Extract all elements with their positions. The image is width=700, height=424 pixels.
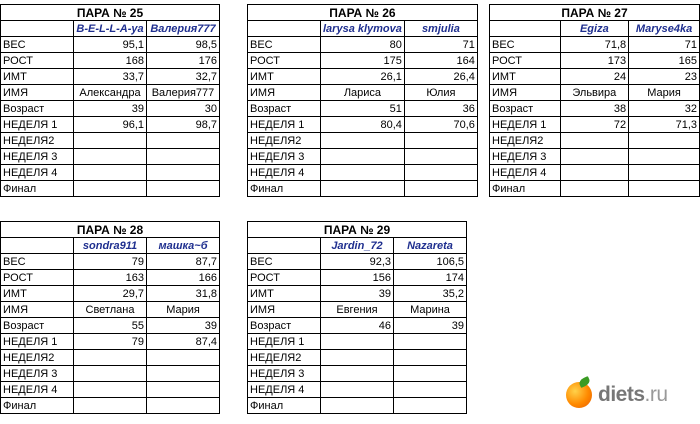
table-row [1,334,220,350]
row-label: НЕДЕЛЯ 1 [248,334,321,350]
pair-title: ПАРА № 27 [490,5,700,21]
pair-table [0,221,220,414]
value-right[interactable]: 165 [629,53,700,69]
row-label: ИМТ [248,69,321,85]
value-left[interactable]: 92,3 [321,254,394,270]
value-left[interactable]: 26,1 [321,69,405,85]
value-left[interactable] [560,181,629,197]
value-right[interactable] [394,382,467,398]
table-row [248,53,478,69]
value-left[interactable]: 55 [74,318,147,334]
value-left[interactable]: 33,7 [74,69,147,85]
pair-title: ПАРА № 25 [1,5,220,21]
row-label: Возраст [248,101,321,117]
value-right[interactable]: Мария [629,85,700,101]
pair-table [0,4,220,197]
row-label: НЕДЕЛЯ2 [490,133,561,149]
row-label: ИМТ [1,69,74,85]
row-label: НЕДЕЛЯ2 [1,133,74,149]
value-left[interactable]: Эльвира [560,85,629,101]
value-left[interactable] [74,350,147,366]
value-left[interactable]: 71,8 [560,37,629,53]
row-label: НЕДЕЛЯ 4 [1,382,74,398]
pair-table [247,4,478,197]
value-right[interactable]: 31,8 [147,286,220,302]
row-label: Финал [248,398,321,414]
value-left[interactable] [321,181,405,197]
table-row [490,117,700,133]
nickname-right: Maryse4ka [629,21,700,37]
nickname-left: B-E-L-L-A-уа [74,21,147,37]
row-label: Финал [248,181,321,197]
value-right[interactable]: 32 [629,101,700,117]
orange-fruit-icon [566,382,592,408]
value-right[interactable]: 71 [404,37,477,53]
table-row [248,286,467,302]
value-left[interactable] [74,133,147,149]
value-left[interactable] [321,334,394,350]
value-right[interactable]: 39 [394,318,467,334]
value-right[interactable]: 71 [629,37,700,53]
value-left[interactable] [321,350,394,366]
table-row [248,398,467,414]
row-label: ИМЯ [248,85,321,101]
value-left[interactable]: 79 [74,334,147,350]
table-row [248,117,478,133]
row-label: НЕДЕЛЯ 1 [1,334,74,350]
value-right[interactable] [147,366,220,382]
row-label: НЕДЕЛЯ 3 [248,366,321,382]
row-label: ВЕС [1,37,74,53]
row-label: РОСТ [248,53,321,69]
row-label: ИМТ [490,69,561,85]
row-label: РОСТ [248,270,321,286]
table-row [1,37,220,53]
row-label: НЕДЕЛЯ 4 [490,165,561,181]
value-right[interactable]: 71,3 [629,117,700,133]
row-label: ВЕС [248,37,321,53]
value-left[interactable]: 38 [560,101,629,117]
table-row [248,334,467,350]
value-left[interactable]: 156 [321,270,394,286]
value-left[interactable]: 72 [560,117,629,133]
value-right[interactable]: 106,5 [394,254,467,270]
table-row [1,302,220,318]
value-right[interactable] [147,149,220,165]
pair-card [489,4,700,197]
value-left[interactable]: 168 [74,53,147,69]
value-left[interactable]: Лариса [321,85,405,101]
value-left[interactable] [560,133,629,149]
table-row [248,302,467,318]
value-left[interactable] [321,382,394,398]
table-row [248,382,467,398]
row-label: РОСТ [1,270,74,286]
value-right[interactable]: 30 [147,101,220,117]
value-right[interactable]: 39 [147,318,220,334]
value-left[interactable]: 80 [321,37,405,53]
row-label: НЕДЕЛЯ 3 [248,149,321,165]
table-row [490,149,700,165]
value-right[interactable]: Юлия [404,85,477,101]
row-label: ВЕС [490,37,561,53]
row-label: Финал [490,181,561,197]
value-right[interactable]: 26,4 [404,69,477,85]
value-left[interactable]: 79 [74,254,147,270]
pair-title: ПАРА № 29 [248,222,467,238]
row-label: НЕДЕЛЯ 3 [1,149,74,165]
row-label: НЕДЕЛЯ2 [248,133,321,149]
nickname-left: sondra911 [74,238,147,254]
table-row [1,149,220,165]
table-row [1,165,220,181]
value-left[interactable] [74,366,147,382]
nickname-row-spacer [1,238,74,254]
value-right[interactable]: 23 [629,69,700,85]
row-label: ВЕС [248,254,321,270]
value-right[interactable] [147,165,220,181]
value-right[interactable] [404,149,477,165]
value-left[interactable]: 96,1 [74,117,147,133]
value-right[interactable]: 164 [404,53,477,69]
value-left[interactable]: 39 [321,286,394,302]
nickname-left: larysa klymova [321,21,405,37]
table-row [248,350,467,366]
nickname-row-spacer [490,21,561,37]
value-right[interactable]: 87,7 [147,254,220,270]
value-left[interactable] [74,165,147,181]
table-row [1,85,220,101]
table-row [490,181,700,197]
table-row [248,133,478,149]
pair-title: ПАРА № 26 [248,5,478,21]
pair-table [489,4,700,197]
table-row [1,181,220,197]
value-right[interactable]: Валерия777 [147,85,220,101]
nickname-row-spacer [1,21,74,37]
row-label: НЕДЕЛЯ 1 [1,117,74,133]
value-left[interactable]: Евгения [321,302,394,318]
table-row [248,165,478,181]
table-row [1,318,220,334]
row-label: ВЕС [1,254,74,270]
row-label: Возраст [248,318,321,334]
value-right[interactable] [629,149,700,165]
row-label: НЕДЕЛЯ2 [1,350,74,366]
value-right[interactable]: Мария [147,302,220,318]
row-label: Финал [1,181,74,197]
row-label: ИМЯ [1,85,74,101]
value-left[interactable] [74,149,147,165]
table-row [1,254,220,270]
value-left[interactable] [560,149,629,165]
watermark-name: diets [598,383,645,406]
table-row [490,165,700,181]
value-right[interactable]: 35,2 [394,286,467,302]
table-row [1,350,220,366]
value-right[interactable] [629,133,700,149]
value-left[interactable] [321,366,394,382]
table-row [248,69,478,85]
value-left[interactable]: Александра [74,85,147,101]
value-right[interactable]: 36 [404,101,477,117]
row-label: НЕДЕЛЯ 4 [248,165,321,181]
value-left[interactable]: 39 [74,101,147,117]
value-right[interactable]: 32,7 [147,69,220,85]
table-row [1,69,220,85]
pair-card [247,4,478,197]
nickname-right: машка~б [147,238,220,254]
watermark-text [598,383,668,407]
row-label: ИМТ [248,286,321,302]
row-label: НЕДЕЛЯ 1 [248,117,321,133]
value-left[interactable]: 46 [321,318,394,334]
table-row [490,85,700,101]
value-right[interactable] [394,350,467,366]
value-right[interactable] [147,181,220,197]
table-row [248,318,467,334]
table-row [490,53,700,69]
table-row [248,254,467,270]
row-label: ИМТ [1,286,74,302]
value-left[interactable] [321,133,405,149]
table-row [248,85,478,101]
nickname-left: Jardin_72 [321,238,394,254]
value-left[interactable]: 80,4 [321,117,405,133]
value-left[interactable]: 24 [560,69,629,85]
value-left[interactable]: 29,7 [74,286,147,302]
value-left[interactable]: Светлана [74,302,147,318]
value-right[interactable]: 70,6 [404,117,477,133]
value-right[interactable]: 176 [147,53,220,69]
table-row [490,37,700,53]
table-row [248,149,478,165]
pair-title: ПАРА № 28 [1,222,220,238]
row-label: Возраст [490,101,561,117]
table-row [1,101,220,117]
table-row [1,270,220,286]
value-left[interactable] [321,398,394,414]
value-left[interactable] [560,165,629,181]
table-row [248,366,467,382]
row-label: Возраст [1,101,74,117]
value-right[interactable] [404,133,477,149]
row-label: НЕДЕЛЯ 3 [1,366,74,382]
table-row [1,117,220,133]
nickname-right: Nazareta [394,238,467,254]
value-right[interactable] [404,181,477,197]
pair-card [0,4,220,197]
value-right[interactable] [147,398,220,414]
value-left[interactable]: 163 [74,270,147,286]
value-right[interactable]: 174 [394,270,467,286]
nickname-right: smjulia [404,21,477,37]
table-row [1,286,220,302]
row-label: РОСТ [1,53,74,69]
value-left[interactable] [321,149,405,165]
nickname-row-spacer [248,21,321,37]
nickname-left: Egiza [560,21,629,37]
leaf-icon [578,376,591,388]
row-label: НЕДЕЛЯ 1 [490,117,561,133]
table-row [490,101,700,117]
row-label: НЕДЕЛЯ2 [248,350,321,366]
value-right[interactable] [404,165,477,181]
pair-card [0,221,220,414]
table-row [1,366,220,382]
row-label: Возраст [1,318,74,334]
pair-card [247,221,467,414]
value-left[interactable] [74,398,147,414]
value-left[interactable] [74,181,147,197]
table-row [1,382,220,398]
pair-table [247,221,467,414]
value-right[interactable]: 87,4 [147,334,220,350]
nickname-row-spacer [248,238,321,254]
table-row [1,53,220,69]
table-row [248,37,478,53]
value-left[interactable] [74,382,147,398]
row-label: РОСТ [490,53,561,69]
table-row [490,69,700,85]
value-right[interactable] [147,350,220,366]
row-label: Финал [1,398,74,414]
row-label: ИМЯ [1,302,74,318]
table-row [248,101,478,117]
nickname-right: Валерия777 [147,21,220,37]
value-left[interactable]: 173 [560,53,629,69]
value-left[interactable] [321,165,405,181]
value-left[interactable]: 175 [321,53,405,69]
value-right[interactable] [147,133,220,149]
row-label: НЕДЕЛЯ 4 [248,382,321,398]
value-right[interactable]: 98,5 [147,37,220,53]
row-label: НЕДЕЛЯ 3 [490,149,561,165]
value-left[interactable]: 95,1 [74,37,147,53]
value-left[interactable]: 51 [321,101,405,117]
value-right[interactable]: Марина [394,302,467,318]
value-right[interactable]: 98,7 [147,117,220,133]
row-label: НЕДЕЛЯ 4 [1,165,74,181]
value-right[interactable] [629,165,700,181]
table-row [490,133,700,149]
row-label: ИМЯ [248,302,321,318]
watermark-domain: .ru [644,383,668,406]
value-right[interactable] [394,334,467,350]
row-label: ИМЯ [490,85,561,101]
table-row [248,270,467,286]
value-right[interactable]: 166 [147,270,220,286]
value-right[interactable] [629,181,700,197]
value-right[interactable] [394,366,467,382]
value-right[interactable] [147,382,220,398]
diets-watermark [566,382,668,408]
table-row [248,181,478,197]
value-right[interactable] [394,398,467,414]
table-row [1,133,220,149]
table-row [1,398,220,414]
